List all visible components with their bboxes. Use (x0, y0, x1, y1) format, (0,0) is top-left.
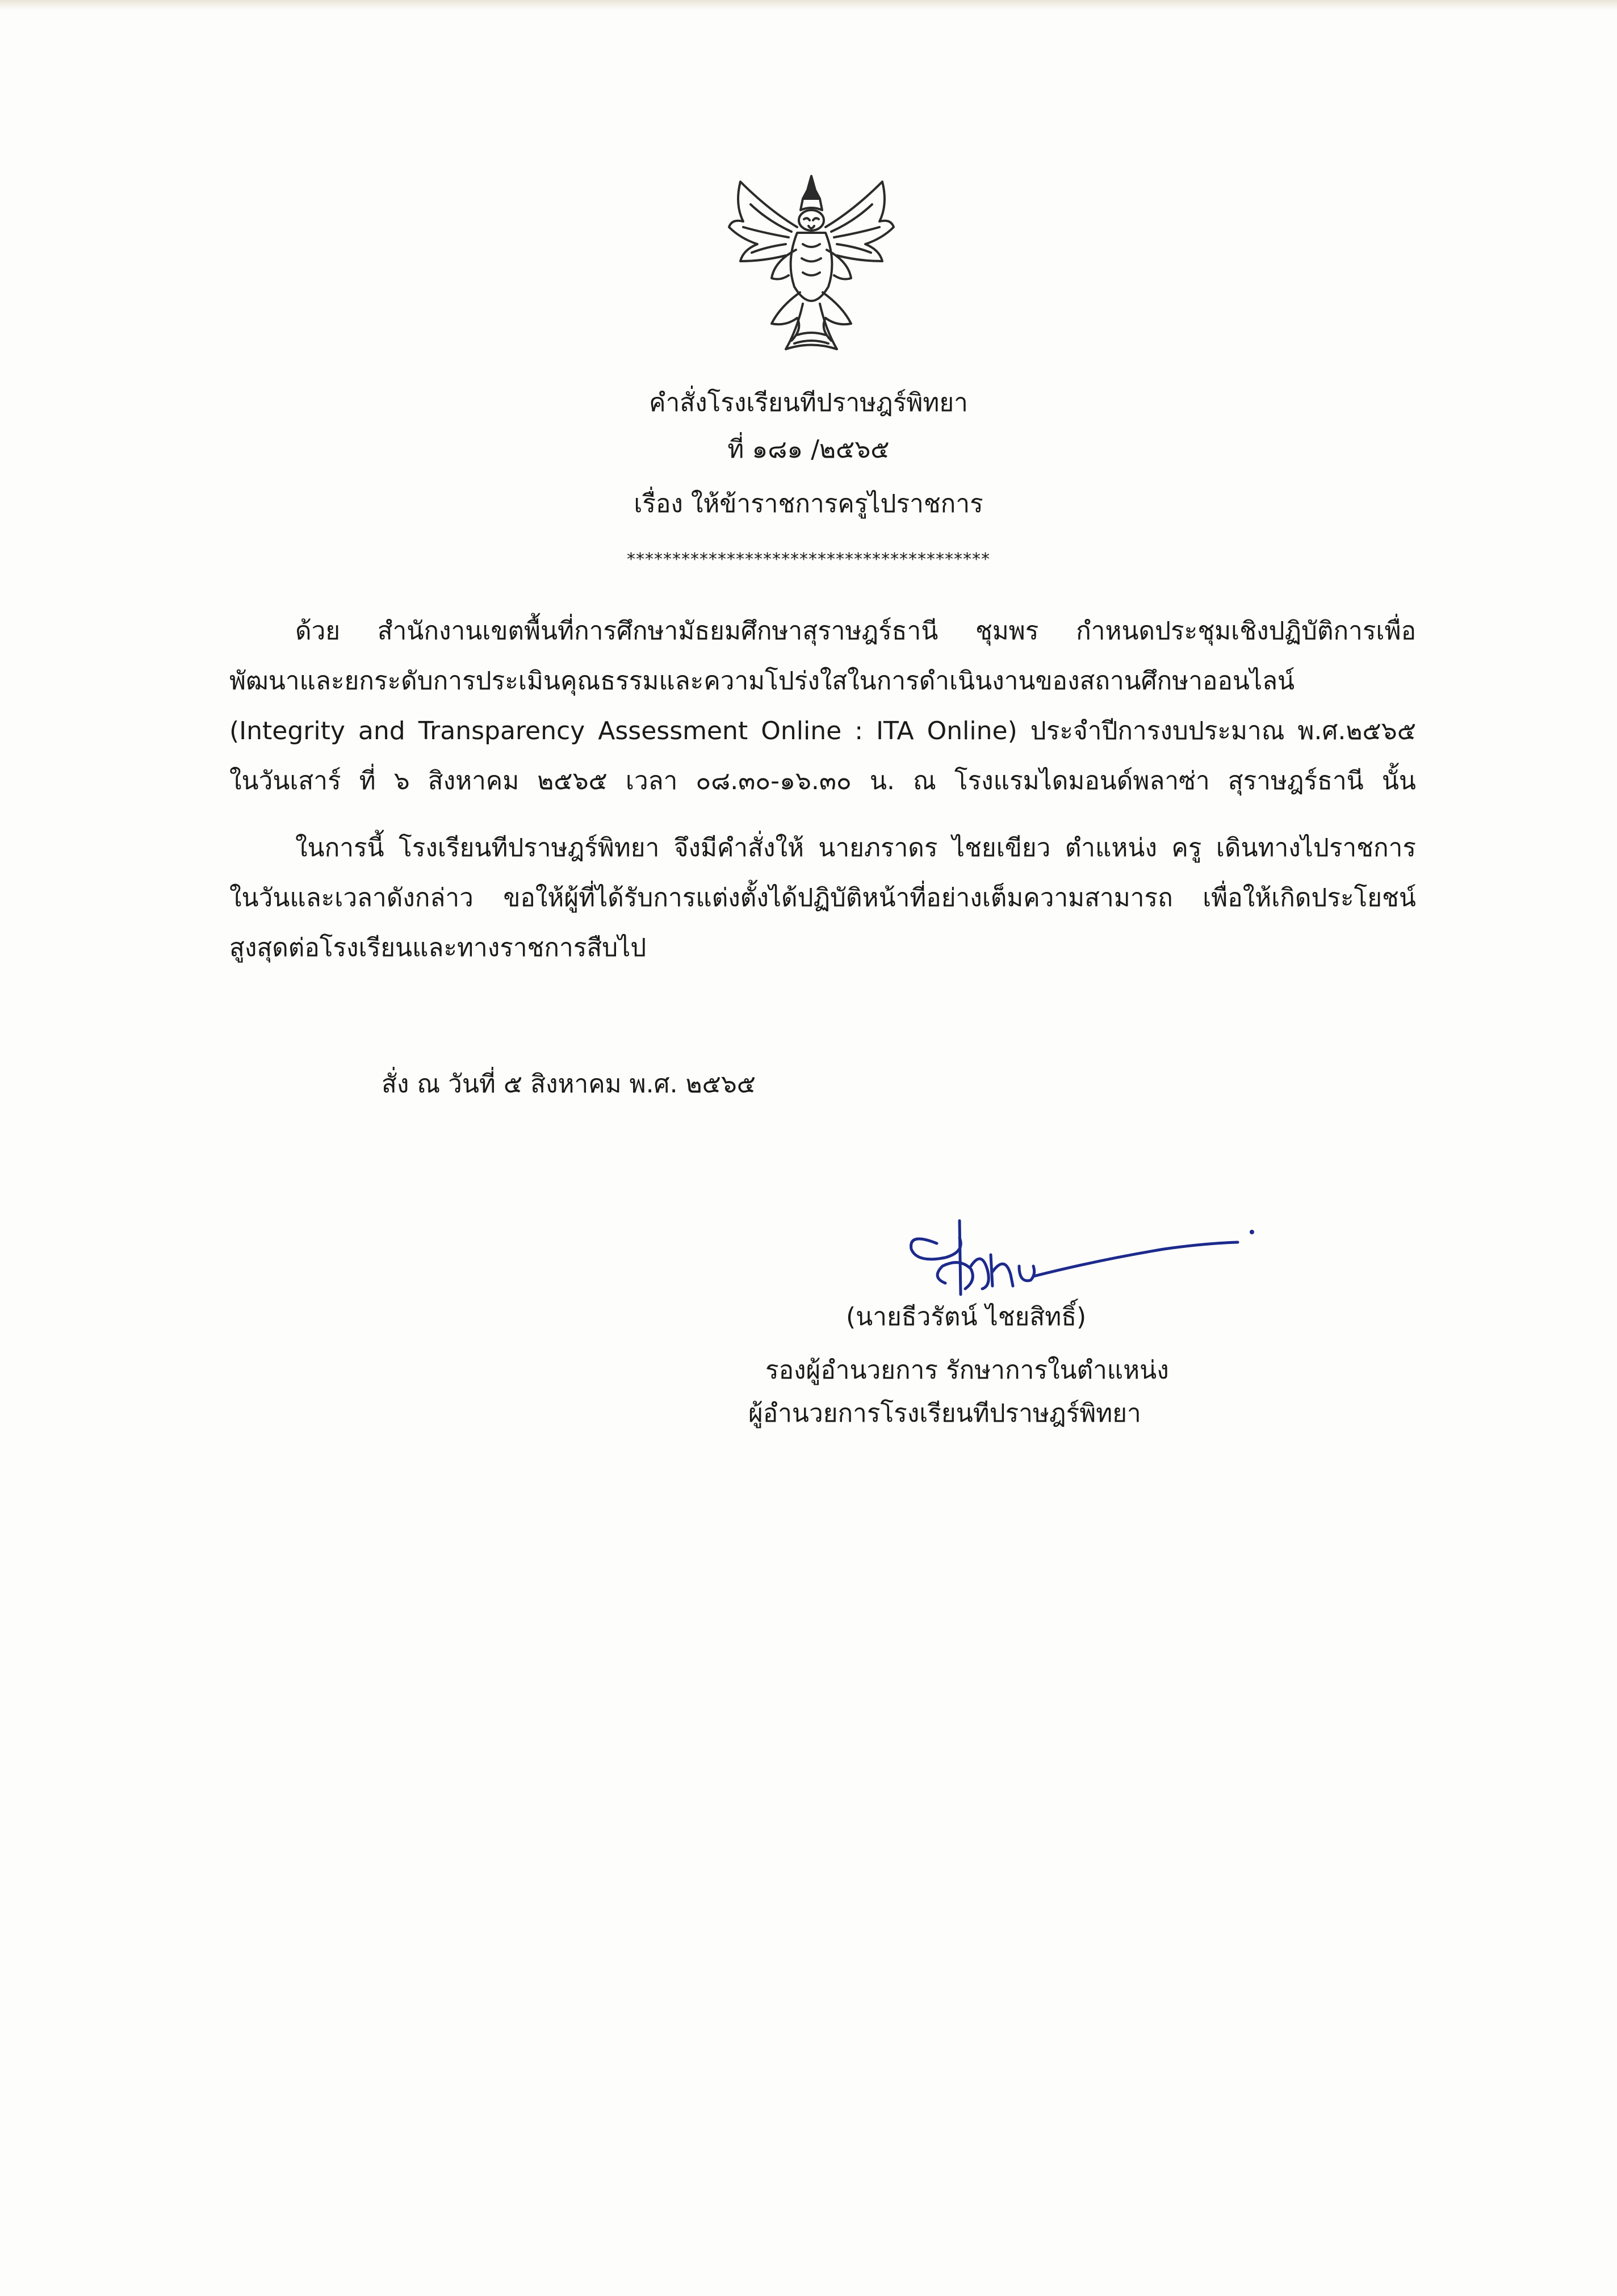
page-edge (0, 0, 1617, 10)
signer-position-1: รองผู้อำนวยการ รักษาการในตำแหน่ง (765, 1356, 1169, 1385)
divider: **************************************** (627, 550, 990, 569)
document-subject: เรื่อง ให้ข้าราชการครูไปราชการ (634, 489, 983, 518)
paragraph1-line3: (Integrity and Transparency Assessment Online : ITA Online) ประจำปีการงบประมาณ พ.ศ.๒๕๖๕ (229, 717, 1416, 745)
document-title: คำสั่งโรงเรียนทีปราษฎร์พิทยา (649, 388, 968, 417)
paragraph1-line4: ในวันเสาร์ ที่ ๖ สิงหาคม ๒๕๖๕ เวลา ๐๘.๓๐-๑๖.๓๐ น. ณ โรงแรมไดมอนด์พลาซ่า สุราษฎร์ธานี นั้น (229, 766, 1416, 795)
paragraph1-line1: ด้วย สำนักงานเขตพื้นที่การศึกษามัธยมศึกษาสุราษฎร์ธานี ชุมพร กำหนดประชุมเชิงปฏิบัติการเพื่อ (295, 617, 1416, 646)
order-date: สั่ง ณ วันที่ ๕ สิงหาคม พ.ศ. ๒๕๖๕ (382, 1070, 756, 1099)
signer-position-2: ผู้อำนวยการโรงเรียนทีปราษฎร์พิทยา (748, 1399, 1141, 1428)
paragraph2-line1: ในการนี้ โรงเรียนทีปราษฎร์พิทยา จึงมีคำสั่งให้ นายภราดร ไชยเขียว ตำแหน่ง ครู เดินทางไปราชการ (295, 833, 1417, 862)
paragraph2-line3: สูงสุดต่อโรงเรียนและทางราชการสืบไป (229, 933, 647, 962)
handwritten-signature-icon (897, 1209, 1260, 1306)
document-number: ที่ ๑๘๑ /๒๕๖๕ (727, 435, 890, 464)
garuda-emblem-icon (718, 165, 905, 358)
paragraph2-line2: ในวันและเวลาดังกล่าว ขอให้ผู้ที่ได้รับการแต่งตั้งได้ปฏิบัติหน้าที่อย่างเต็มความสามารถ เพื่อให้เกิดประโยชน์ (229, 883, 1416, 912)
paragraph1-line2: พัฒนาและยกระดับการประเมินคุณธรรมและความโปร่งใสในการดำเนินงานของสถานศึกษาออนไลน์ (229, 667, 1295, 695)
signer-name: (นายธีวรัตน์ ไชยสิทธิ์) (846, 1302, 1087, 1331)
